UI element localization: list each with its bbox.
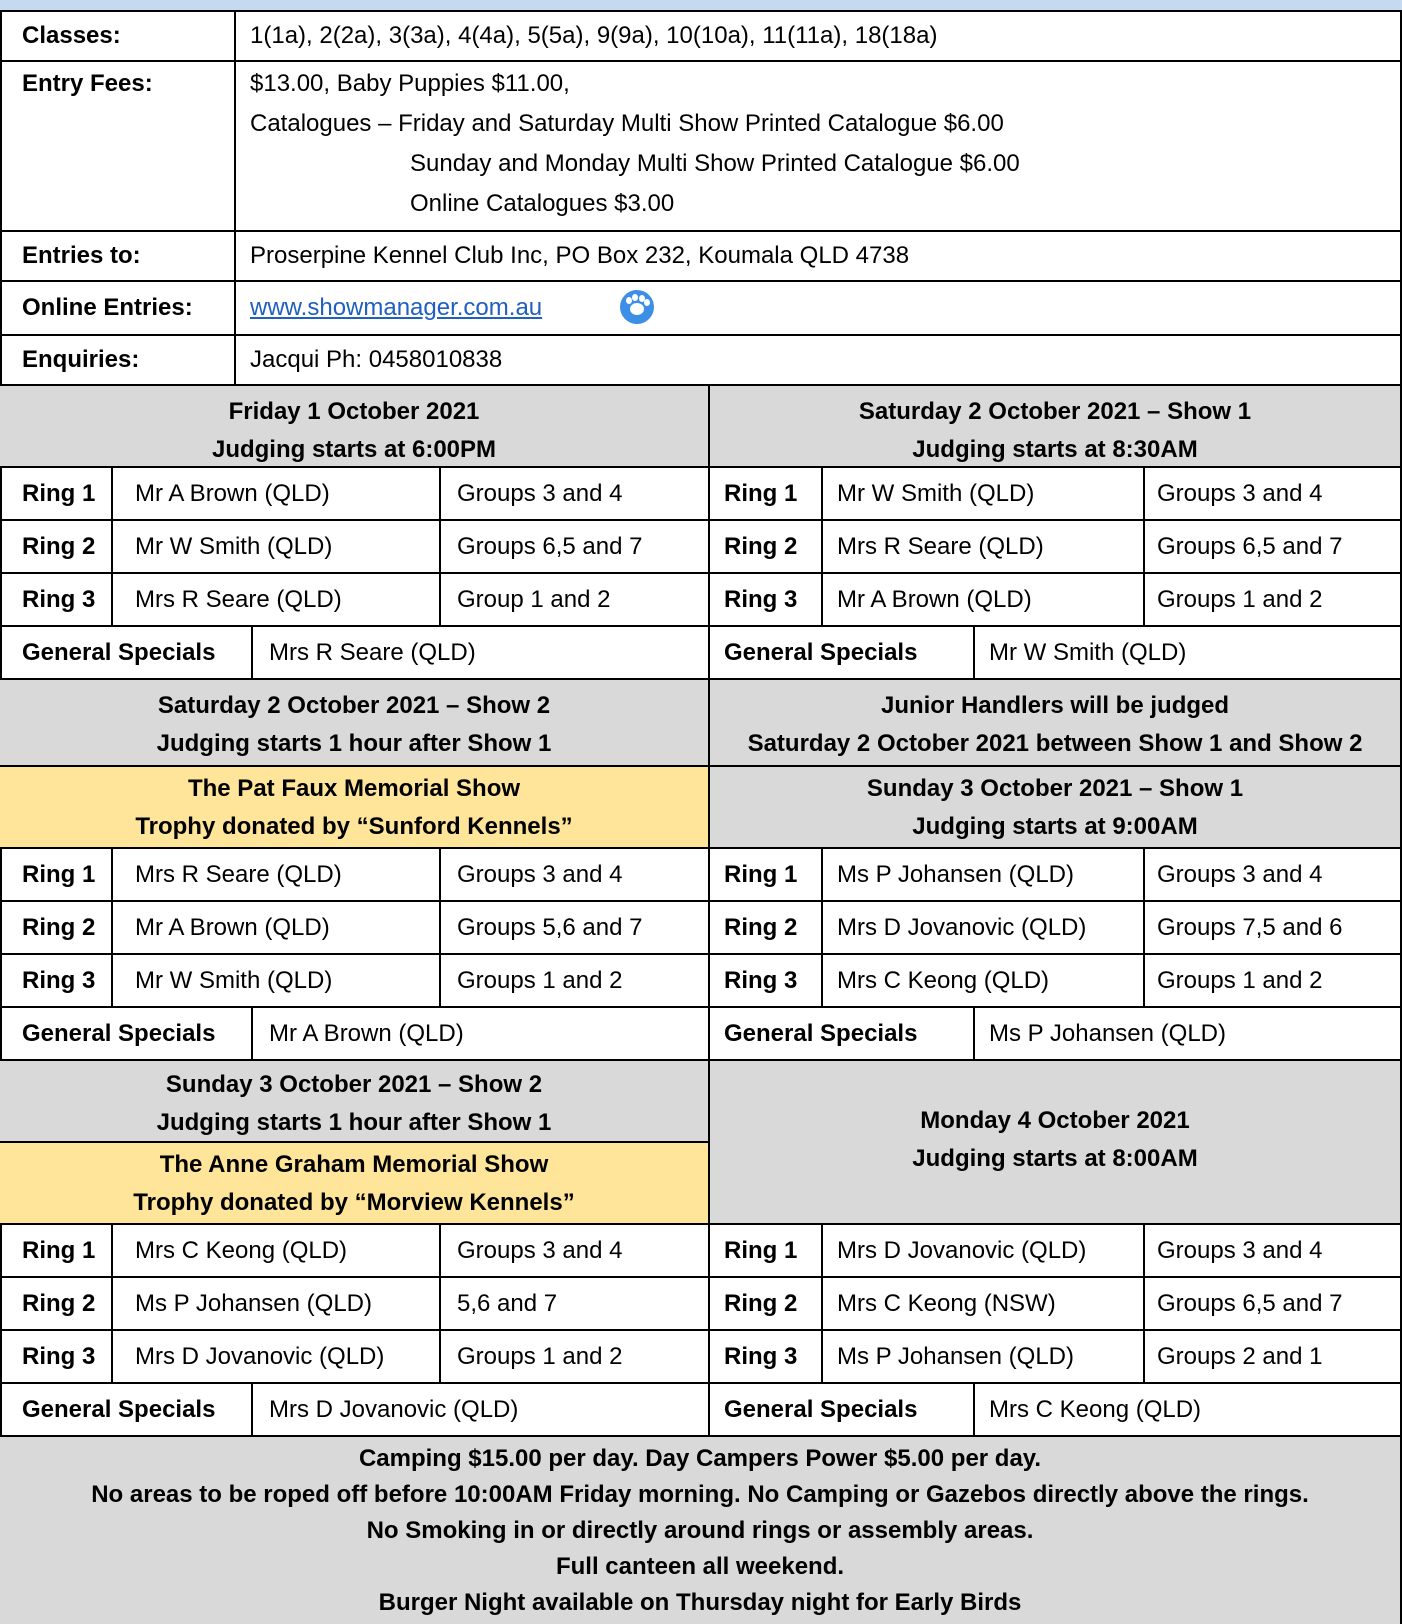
saturday2-title: Saturday 2 October 2021 – Show 2 [157,692,551,719]
fri-ring3-name [0,574,113,627]
sun1-ring3-judge [823,955,1145,1008]
groups: Groups 1 and 2 [1157,586,1323,613]
sat2-ring3-judge [113,955,441,1008]
specials-label: General Specials [22,639,216,666]
fri-ring2-groups [441,521,710,574]
online-value-cell [236,282,1402,336]
sun1-ring3-groups [1145,955,1402,1008]
entries-label: Entries to: [22,242,141,269]
judge-name: Mr W Smith (QLD) [135,533,333,560]
sat2-ring1-groups [441,849,710,902]
friday-header [0,386,710,468]
judge-name: Ms P Johansen (QLD) [837,1343,1074,1370]
sun1-ring2-judge [823,902,1145,955]
sat1-ring3-name [710,574,823,627]
sunday1-header [710,767,1402,849]
sat2-ring2-judge [113,902,441,955]
groups: Groups 1 and 2 [457,1343,623,1370]
sat2-ring3-groups [441,955,710,1008]
sun1-specials-judge [975,1008,1402,1061]
sat1-ring3-groups [1145,574,1402,627]
ring-label: Ring 2 [724,914,798,941]
enquiries-label: Enquiries: [22,346,140,373]
sun1-ring1-name [710,849,823,902]
judge-name: Mrs C Keong (QLD) [135,1237,348,1264]
sunday2-title: Sunday 3 October 2021 – Show 2 [165,1071,543,1098]
judge-name: Ms P Johansen (QLD) [837,861,1074,888]
groups: Groups 6,5 and 7 [457,533,643,560]
sat1-specials-label [710,627,975,680]
fees-line-4: Online Catalogues $3.00 [410,190,675,217]
sun1-ring2-name [710,902,823,955]
sat2-ring1-judge [113,849,441,902]
judge-name: Mrs R Seare (QLD) [837,533,1044,560]
fri-specials-judge [253,627,710,680]
sunday1-subtitle: Judging starts at 9:00AM [912,813,1198,840]
sat2-ring3-name [0,955,113,1008]
groups: Groups 1 and 2 [457,967,623,994]
saturday2-header [0,680,710,767]
groups: Groups 3 and 4 [1157,1237,1323,1264]
ring-label: Ring 2 [22,1290,96,1317]
specials-judge: Mrs R Seare (QLD) [269,639,476,666]
enquiries-label-cell [0,336,236,386]
specials-label: General Specials [22,1020,216,1047]
specials-label: General Specials [22,1396,216,1423]
sat1-ring1-groups [1145,468,1402,521]
sunday1-title: Sunday 3 October 2021 – Show 1 [866,775,1244,802]
online-label: Online Entries: [22,294,193,321]
groups: Groups 6,5 and 7 [1157,1290,1343,1317]
classes-value-cell [236,12,1402,62]
sat1-specials-judge [975,627,1402,680]
groups: Group 1 and 2 [457,586,611,613]
anne-graham-memorial-banner [0,1143,710,1225]
mon-ring1-name [710,1225,823,1278]
ring-label: Ring 3 [724,1343,798,1370]
sat2-specials-label [0,1008,253,1061]
sat1-ring1-judge [823,468,1145,521]
sun2-ring2-judge [113,1278,441,1331]
groups: Groups 6,5 and 7 [1157,533,1343,560]
sun2-ring3-judge [113,1331,441,1384]
sun2-ring2-groups [441,1278,710,1331]
monday-subtitle: Judging starts at 8:00AM [912,1145,1198,1172]
ring-label: Ring 3 [724,586,798,613]
saturday1-title: Saturday 2 October 2021 – Show 1 [858,398,1252,425]
fri-ring1-judge [113,468,441,521]
sun2-ring1-groups [441,1225,710,1278]
ring-label: Ring 2 [22,914,96,941]
specials-judge: Mrs C Keong (QLD) [989,1396,1202,1423]
sun1-ring3-name [710,955,823,1008]
ring-label: Ring 2 [724,533,798,560]
fees-label-cell [0,62,236,232]
judge-name: Mrs C Keong (QLD) [837,967,1050,994]
fees-line-3: Sunday and Monday Multi Show Printed Catalogue $6.00 [410,150,1020,177]
enquiries-value: Jacqui Ph: 0458010838 [250,346,503,373]
entries-value-cell [236,232,1402,282]
judge-name: Mrs D Jovanovic (QLD) [837,914,1087,941]
fri-ring3-groups [441,574,710,627]
ring-label: Ring 1 [22,861,96,888]
online-label-cell [0,282,236,336]
fri-ring3-judge [113,574,441,627]
groups: Groups 3 and 4 [457,1237,623,1264]
judge-name: Mr A Brown (QLD) [135,480,330,507]
specials-judge: Ms P Johansen (QLD) [989,1020,1226,1047]
sun1-ring1-judge [823,849,1145,902]
friday-title: Friday 1 October 2021 [228,398,480,425]
fees-line-2: Catalogues – Friday and Saturday Multi Show Printed Catalogue $6.00 [250,110,1004,137]
judge-name: Mr A Brown (QLD) [135,914,330,941]
junior-line-1: Junior Handlers will be judged [880,692,1230,719]
classes-value: 1(1a), 2(2a), 3(3a), 4(4a), 5(5a), 9(9a), 10(10a), 11(11a), 18(18a) [250,22,938,49]
groups: Groups 3 and 4 [457,480,623,507]
sunday2-header [0,1061,710,1143]
mon-ring2-name [710,1278,823,1331]
judge-name: Mrs C Keong (NSW) [837,1290,1056,1317]
entries-value: Proserpine Kennel Club Inc, PO Box 232, Koumala QLD 4738 [250,242,910,269]
sat1-ring3-judge [823,574,1145,627]
specials-label: General Specials [724,1020,918,1047]
saturday1-header [710,386,1402,468]
sun1-ring2-groups [1145,902,1402,955]
sun1-ring1-groups [1145,849,1402,902]
junior-line-2: Saturday 2 October 2021 between Show 1 and Show 2 [747,730,1363,757]
mon-ring3-judge [823,1331,1145,1384]
friday-subtitle: Judging starts at 6:00PM [211,436,497,463]
fees-value-cell [236,62,1402,232]
ring-label: Ring 1 [724,861,798,888]
sun2-ring1-name [0,1225,113,1278]
sat1-ring2-judge [823,521,1145,574]
showmanager-link[interactable]: www.showmanager.com.au [250,294,543,321]
judge-name: Mr W Smith (QLD) [135,967,333,994]
saturday2-subtitle: Judging starts 1 hour after Show 1 [156,730,552,757]
specials-judge: Mr A Brown (QLD) [269,1020,464,1047]
ring-label: Ring 2 [724,1290,798,1317]
mon-ring2-judge [823,1278,1145,1331]
groups: Groups 3 and 4 [1157,480,1323,507]
groups: Groups 3 and 4 [1157,861,1323,888]
mon-ring1-judge [823,1225,1145,1278]
footer-line-2: No areas to be roped off before 10:00AM Friday morning. No Camping or Gazebos directly above the rings. [91,1481,1309,1508]
ring-label: Ring 1 [22,480,96,507]
ring-label: Ring 1 [22,1237,96,1264]
judge-name: Ms P Johansen (QLD) [135,1290,372,1317]
judge-name: Mrs D Jovanovic (QLD) [135,1343,385,1370]
ring-label: Ring 1 [724,480,798,507]
specials-judge: Mr W Smith (QLD) [989,639,1187,666]
sun2-ring3-groups [441,1331,710,1384]
mon-ring2-groups [1145,1278,1402,1331]
specials-judge: Mrs D Jovanovic (QLD) [269,1396,519,1423]
mon-specials-label [710,1384,975,1437]
specials-label: General Specials [724,1396,918,1423]
classes-label-cell [0,12,236,62]
top-band [0,0,1402,12]
sat2-specials-judge [253,1008,710,1061]
fri-ring2-name [0,521,113,574]
footer-line-3: No Smoking in or directly around rings or assembly areas. [366,1517,1034,1544]
fri-ring1-groups [441,468,710,521]
ring-label: Ring 2 [22,533,96,560]
sun2-specials-label [0,1384,253,1437]
monday-title: Monday 4 October 2021 [920,1107,1190,1134]
trophy-donor: Trophy donated by “Sunford Kennels” [135,813,573,840]
pat-faux-memorial-banner [0,767,710,849]
footer-line-5: Burger Night available on Thursday night for Early Birds [378,1589,1022,1616]
groups: Groups 5,6 and 7 [457,914,643,941]
judge-name: Mr W Smith (QLD) [837,480,1035,507]
sun1-specials-label [710,1008,975,1061]
mon-ring1-groups [1145,1225,1402,1278]
sun2-specials-judge [253,1384,710,1437]
entries-label-cell [0,232,236,282]
ring-label: Ring 3 [22,586,96,613]
sat1-ring1-name [710,468,823,521]
sat1-ring2-groups [1145,521,1402,574]
groups: Groups 3 and 4 [457,861,623,888]
footer-line-1: Camping $15.00 per day. Day Campers Power $5.00 per day. [358,1445,1042,1472]
groups: Groups 7,5 and 6 [1157,914,1343,941]
sun2-ring3-name [0,1331,113,1384]
mon-ring3-name [710,1331,823,1384]
memorial-title: The Pat Faux Memorial Show [187,775,521,802]
footer-notes [0,1437,1402,1624]
fees-label: Entry Fees: [22,70,153,97]
fri-ring2-judge [113,521,441,574]
ring-label: Ring 3 [22,967,96,994]
ring-label: Ring 3 [22,1343,96,1370]
groups: Groups 1 and 2 [1157,967,1323,994]
mon-specials-judge [975,1384,1402,1437]
enquiries-value-cell [236,336,1402,386]
judge-name: Mrs R Seare (QLD) [135,586,342,613]
judge-name: Mrs R Seare (QLD) [135,861,342,888]
saturday1-subtitle: Judging starts at 8:30AM [912,436,1198,463]
junior-handlers-header [710,680,1402,767]
sun2-ring1-judge [113,1225,441,1278]
sat2-ring2-groups [441,902,710,955]
classes-label: Classes: [22,22,121,49]
sat2-ring2-name [0,902,113,955]
ring-label: Ring 1 [724,1237,798,1264]
memorial-title: The Anne Graham Memorial Show [159,1151,549,1178]
monday-header [710,1061,1402,1225]
mon-ring3-groups [1145,1331,1402,1384]
footer-line-4: Full canteen all weekend. [555,1553,845,1580]
fees-line-1: $13.00, Baby Puppies $11.00, [250,70,570,97]
specials-label: General Specials [724,639,918,666]
judge-name: Mr A Brown (QLD) [837,586,1032,613]
trophy-donor: Trophy donated by “Morview Kennels” [133,1189,575,1216]
sat1-ring2-name [710,521,823,574]
sun2-ring2-name [0,1278,113,1331]
ring-label: Ring 3 [724,967,798,994]
sunday2-subtitle: Judging starts 1 hour after Show 1 [156,1109,552,1136]
groups: 5,6 and 7 [457,1290,558,1317]
paw-icon [620,290,654,324]
fri-ring1-name [0,468,113,521]
fri-specials-label [0,627,253,680]
groups: Groups 2 and 1 [1157,1343,1323,1370]
judge-name: Mrs D Jovanovic (QLD) [837,1237,1087,1264]
sat2-ring1-name [0,849,113,902]
